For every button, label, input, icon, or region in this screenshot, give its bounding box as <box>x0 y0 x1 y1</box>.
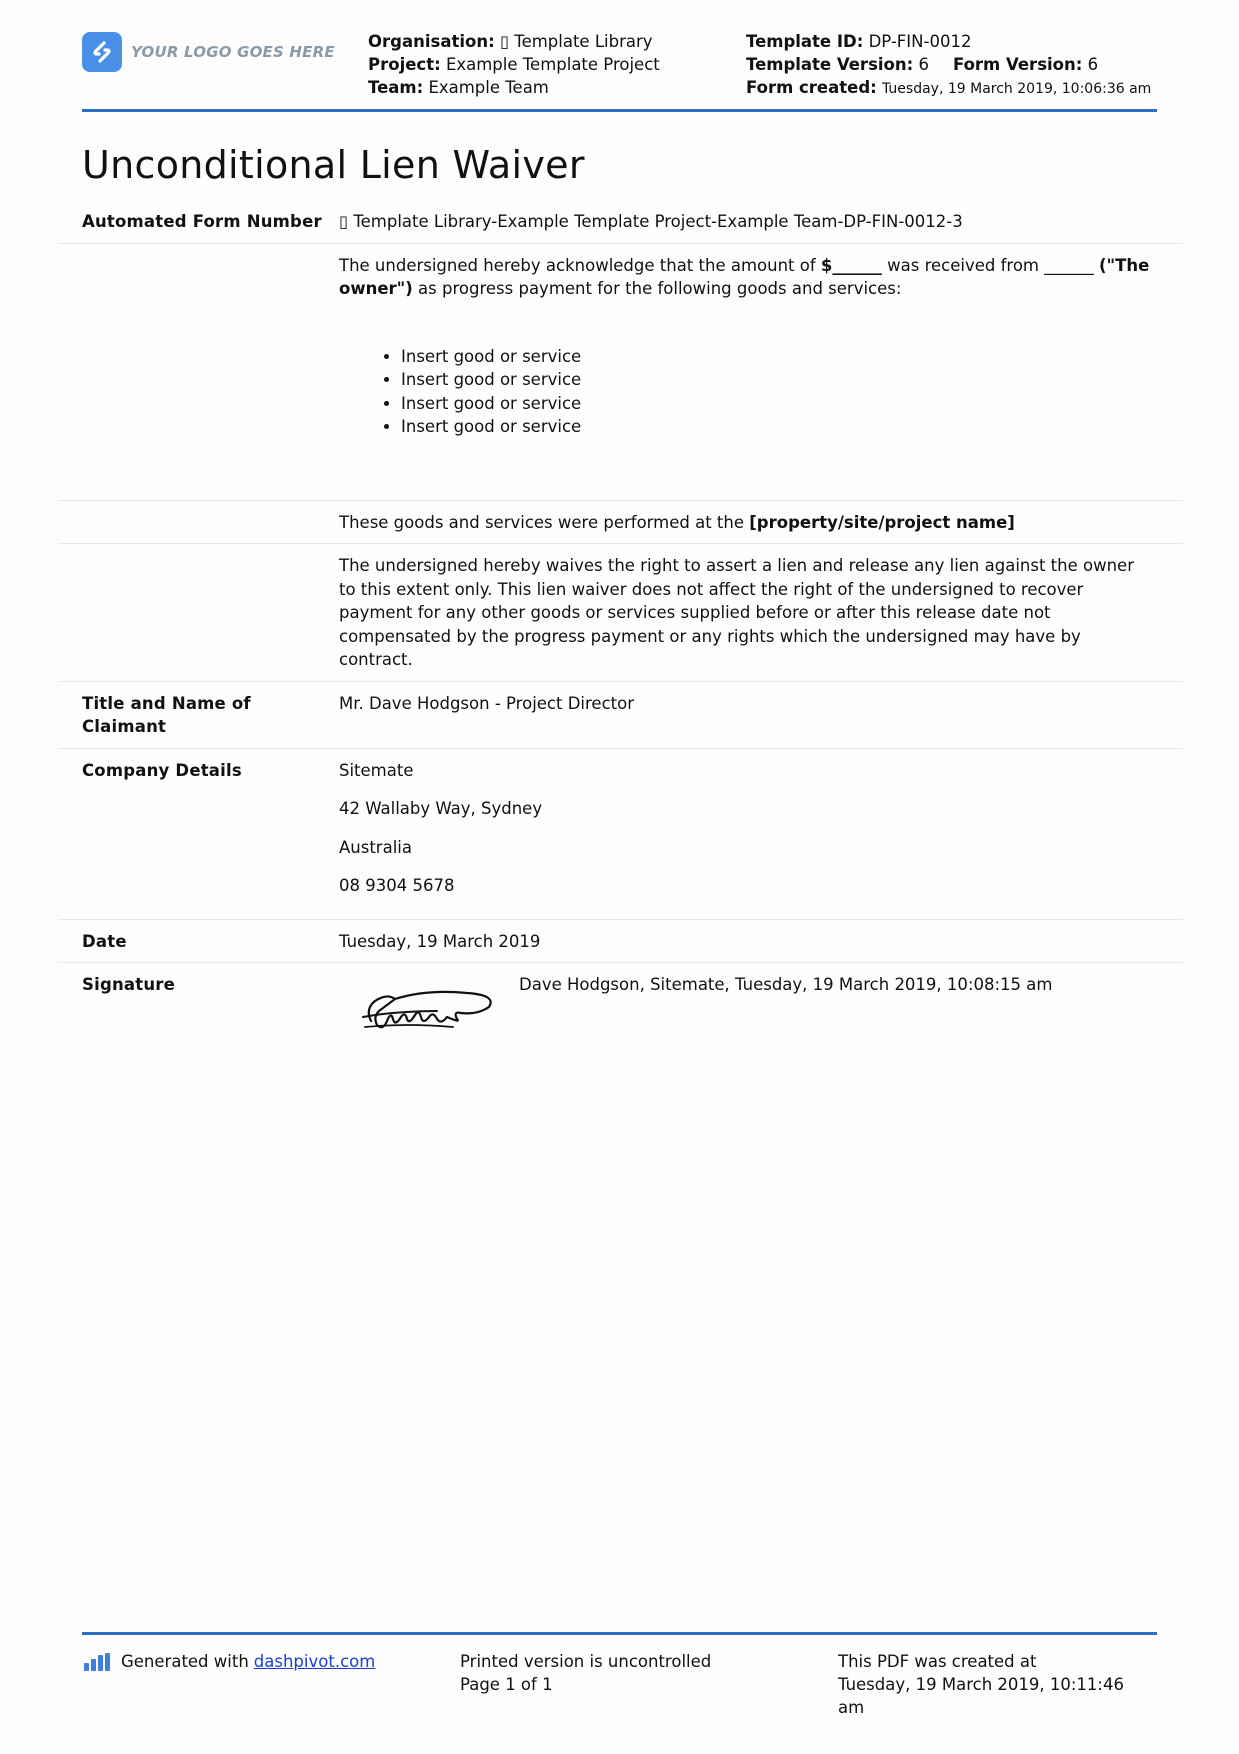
form-table <box>58 200 1183 1052</box>
organisation-label: Organisation: <box>368 32 495 51</box>
header-meta-template <box>746 30 1151 101</box>
form-row-signature <box>58 963 1183 1052</box>
pdf-created <box>838 1650 1148 1719</box>
company-name: Sitemate <box>339 760 414 780</box>
header-divider <box>82 109 1157 112</box>
performed-text <box>339 511 1183 535</box>
form-row-automated-number <box>58 200 1183 244</box>
goods-list <box>339 345 1153 439</box>
performed-prefix: These goods and services were performed at the <box>339 512 745 532</box>
generated-with <box>84 1650 375 1673</box>
company-details <box>339 759 1183 910</box>
page-header <box>82 30 1157 110</box>
signature-image <box>357 981 497 1039</box>
company-phone: 08 9304 5678 <box>339 876 455 895</box>
footer-status <box>460 1650 711 1696</box>
list-item: • Insert good or service <box>401 345 1153 369</box>
ack-text-3: as progress payment for the following goods and services: <box>418 279 902 298</box>
date-value: Tuesday, 19 March 2019 <box>339 931 541 951</box>
project-value: Example Template Project <box>445 55 660 74</box>
list-item: • Insert good or service <box>401 368 1153 392</box>
pdf-created-value: Tuesday, 19 March 2019, 10:11:46 am <box>838 1675 1124 1717</box>
form-row-acknowledgement <box>58 244 1183 501</box>
automated-number-text: Template Library-Example Template Project-Example Team-DP-FIN-0012-3 <box>353 212 963 231</box>
list-item: • Insert good or service <box>401 415 1153 439</box>
signature-block <box>339 973 1153 1043</box>
company-logo <box>82 32 335 72</box>
company-address: 42 Wallaby Way, Sydney <box>339 799 543 818</box>
page-number: Page 1 of 1 <box>460 1675 553 1694</box>
ack-owner: ("The owner") <box>339 255 1150 298</box>
organisation-icon: ▯ <box>499 32 510 51</box>
organisation-value: Template Library <box>514 32 653 51</box>
automated-number-icon: ▯ <box>339 212 349 231</box>
template-version-value: 6 <box>918 55 929 74</box>
team-value: Example Team <box>428 78 549 97</box>
acknowledgement-text <box>339 254 1183 491</box>
form-created-label: Form created: <box>746 78 877 97</box>
dashpivot-icon <box>84 1653 112 1671</box>
automated-number-label: Automated Form Number <box>82 212 322 231</box>
company-country: Australia <box>339 837 412 857</box>
form-version-label: Form Version: <box>952 55 1083 74</box>
project-label: Project: <box>368 55 441 74</box>
header-meta-organisation <box>368 30 660 99</box>
company-label: Company Details <box>82 760 242 780</box>
date-label: Date <box>82 931 127 951</box>
template-id-value: DP-FIN-0012 <box>868 32 972 51</box>
generated-prefix: Generated with <box>121 1652 249 1671</box>
form-row-waiver <box>58 544 1183 682</box>
form-row-performed-at <box>58 501 1183 545</box>
ack-text-1: The undersigned hereby acknowledge that the amount of <box>339 255 816 275</box>
team-label: Team: <box>368 78 424 97</box>
logo-mark-icon <box>82 32 122 72</box>
template-id-label: Template ID: <box>746 32 864 51</box>
ack-amount: $______ <box>820 255 882 275</box>
form-created-value: Tuesday, 19 March 2019, 10:06:36 am <box>882 81 1152 97</box>
footer-divider <box>82 1632 1157 1635</box>
ack-text-2: was received from ______ <box>887 255 1094 275</box>
form-version-value: 6 <box>1087 55 1099 74</box>
signature-label: Signature <box>82 975 175 994</box>
logo-text: YOUR LOGO GOES HERE <box>131 43 335 61</box>
claimant-label: Title and Name of Claimant <box>82 693 251 736</box>
performed-place: [property/site/project name] <box>749 512 1015 532</box>
waiver-text: The undersigned hereby waives the right to assert a lien and release any lien against the owner to this extent only. This lien waiver does not affect the right of the undersigned to recover payment for any other goods or services supplied before or after this release date not compensated by the progress payment or any rights which the undersigned may have by contract. <box>339 556 1134 669</box>
form-row-company <box>58 749 1183 920</box>
claimant-value: Mr. Dave Hodgson - Project Director <box>339 693 634 713</box>
form-row-date <box>58 920 1183 964</box>
dashpivot-link[interactable]: dashpivot.com <box>253 1652 376 1671</box>
automated-number-value <box>339 210 1183 234</box>
page-title: Unconditional Lien Waiver <box>82 143 585 187</box>
signature-text: Dave Hodgson, Sitemate, Tuesday, 19 March 2019, 10:08:15 am <box>519 975 1053 994</box>
form-row-claimant <box>58 682 1183 749</box>
uncontrolled-notice: Printed version is uncontrolled <box>460 1652 712 1671</box>
pdf-created-prefix: This PDF was created at <box>838 1652 1037 1671</box>
template-version-label: Template Version: <box>746 55 914 74</box>
list-item: • Insert good or service <box>401 392 1153 416</box>
